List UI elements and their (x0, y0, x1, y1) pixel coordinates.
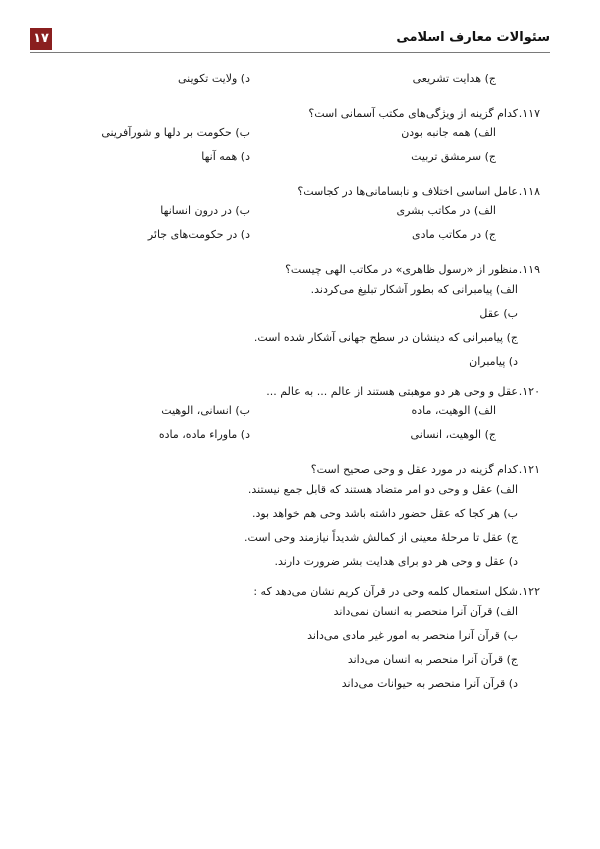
option-c: ج) قرآن آنرا منحصر به انسان می‌داند (347, 653, 518, 666)
question-120 (40, 384, 540, 448)
page-header (30, 28, 550, 53)
question-stem (40, 584, 540, 600)
question-stem (40, 184, 540, 200)
question-stem (40, 462, 540, 478)
option-d: د) پیامبران (469, 355, 518, 368)
option-b: ب) هر کجا که عقل حضور داشته باشد وحی هم خواهد بود. (251, 507, 518, 520)
option-d: د) ماوراء ماده، ماده (158, 428, 250, 441)
option-b: ب) عقل (479, 307, 518, 320)
question-text: کدام گزینه در مورد عقل و وحی صحیح است؟ (310, 463, 518, 476)
question-number: ۱۱۸. (518, 185, 540, 198)
question-number: ۱۲۲. (518, 585, 540, 598)
previous-question-options (40, 68, 540, 92)
option-c: ج) پیامبرانی که دینشان در سطح جهانی آشکار شده است. (253, 331, 518, 344)
option-b: ب) قرآن آنرا منحصر به امور غیر مادی می‌داند (307, 629, 518, 642)
option-a: الف) الوهیت، ماده (411, 404, 496, 417)
question-number: ۱۲۱. (518, 463, 540, 476)
question-117 (40, 106, 540, 170)
option-a: الف) همه جانبه بودن (401, 126, 496, 139)
question-122 (40, 584, 540, 696)
option-c: ج) عقل تا مرحلهٔ معینی از کمالش شدیداً نیازمند وحی است. (244, 531, 518, 544)
question-121 (40, 462, 540, 574)
question-stem (40, 262, 540, 278)
question-number: ۱۱۹. (518, 263, 540, 276)
option-b: ب) حکومت بر دلها و شورآفرینی (101, 126, 250, 139)
question-stem (40, 106, 540, 122)
option-d: د) قرآن آنرا منحصر به حیوانات می‌داند (341, 677, 518, 690)
option-d: د) عقل و وحی هر دو برای هدایت بشر ضرورت دارند. (274, 555, 518, 568)
option-a: الف) پیامبرانی که بطور آشکار تبلیغ می‌کردند. (310, 283, 518, 296)
page-title: سئوالات معارف اسلامی (396, 30, 550, 45)
question-text: شکل استعمال کلمه وحی در قرآن کریم نشان می‌دهد که : (253, 585, 518, 598)
option-a: الف) قرآن آنرا منحصر به انسان نمی‌داند (333, 605, 518, 618)
option-a: الف) در مکاتب بشری (396, 204, 496, 217)
option-d: د) ولایت تکوینی (178, 72, 250, 85)
question-number: ۱۱۷. (518, 107, 540, 120)
option-b: ب) انسانی، الوهیت (161, 404, 250, 417)
question-stem (40, 384, 540, 400)
option-c: ج) الوهیت، انسانی (410, 428, 496, 441)
question-119 (40, 262, 540, 374)
question-text: کدام گزینه از ویژگی‌های مکتب آسمانی است؟ (308, 107, 518, 120)
option-c: ج) در مکاتب مادی (411, 228, 496, 241)
option-d: د) همه آنها (201, 150, 250, 163)
option-d: د) در حکومت‌های جائر (147, 228, 250, 241)
question-list (40, 64, 540, 696)
question-text: منظور از «رسول ظاهری» در مکاتب الهی چیست؟ (285, 263, 518, 276)
option-a: الف) عقل و وحی دو امر متضاد هستند که قابل جمع نیستند. (247, 483, 518, 496)
question-118 (40, 184, 540, 248)
option-c: ج) هدایت تشریعی (412, 72, 496, 85)
question-number: ۱۲۰. (518, 385, 540, 398)
option-b: ب) در درون انسانها (160, 204, 250, 217)
page-number-badge: ۱۷ (30, 28, 52, 50)
option-c: ج) سرمشق تربیت (411, 150, 496, 163)
question-text: عامل اساسی اختلاف و نابسامانی‌ها در کجاست؟ (297, 185, 518, 198)
question-text: عقل و وحی هر دو موهبتی هستند از عالم ... به عالم ... (266, 385, 518, 398)
